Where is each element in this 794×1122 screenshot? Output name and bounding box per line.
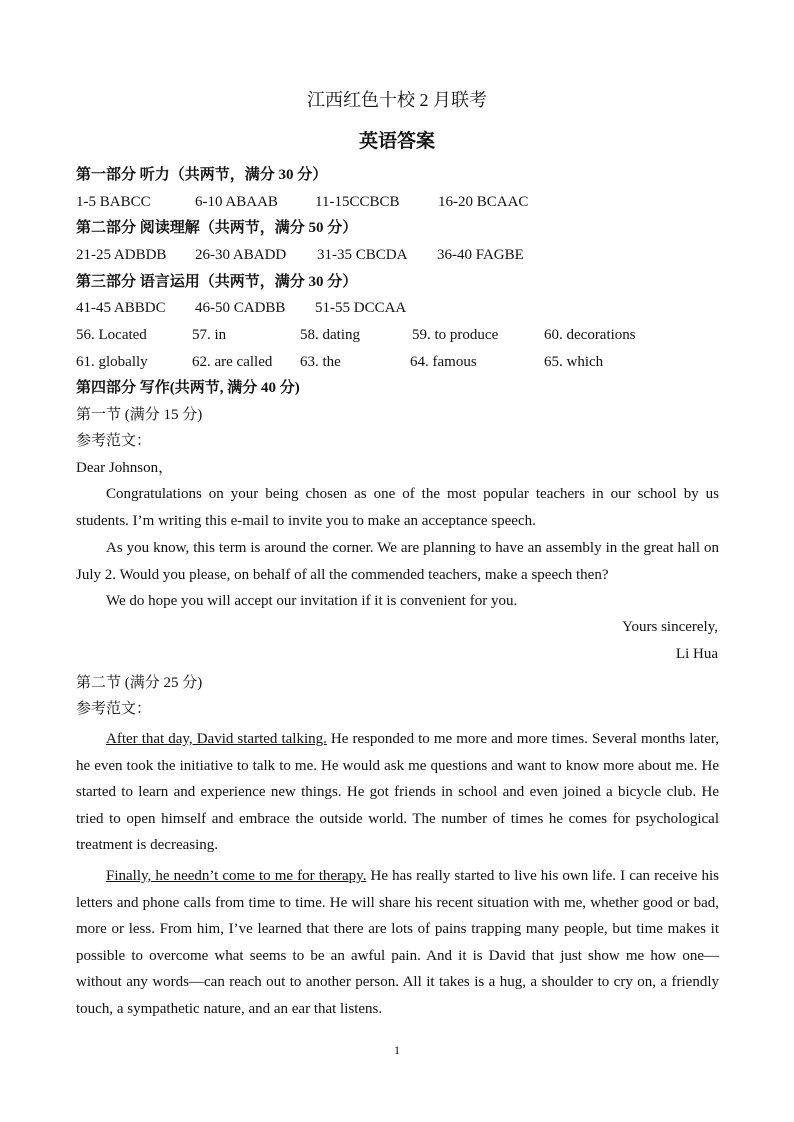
essay-text: He has really started to live his own life. I can receive his letters and phone calls from time to time. He will share his recent situation with me, whether good or bad, more or less. From him, I’ve learned that there are lots of pains trapping many people, but time makes it possible to overcome what seems to be an awful pain. And it is David that just show me how one—without any words—can reach out to another person. All it takes is a hug, a shoulder to cry on, a friendly touch, a sympathetic nature, and an ear that listens. — [76, 868, 719, 1017]
part3-heading: 第三部分 语言运用（共两节，满分 30 分） — [76, 274, 358, 290]
fill-answer: 63. the — [300, 354, 341, 370]
essay-paragraph-2 — [76, 863, 719, 1023]
letter-paragraph: We do hope you will accept our invitation if it is convenient for you. — [106, 593, 518, 609]
fill-answer: 57. in — [192, 327, 227, 343]
page-number: 1 — [394, 1043, 400, 1057]
fill-answer: 56. Located — [76, 327, 147, 343]
part4-heading: 第四部分 写作(共两节, 满分 40 分) — [76, 380, 300, 396]
letter-salutation: Dear Johnson， — [76, 460, 174, 476]
essay-paragraph-1 — [76, 726, 719, 859]
answer-group: 26-30 ABADD — [195, 247, 287, 263]
answer-group: 11-15CCBCB — [315, 194, 400, 210]
letter-paragraph: Congratulations on your being chosen as one of the most popular teachers in our school by us students. I’m writing this e-mail to invite you to make an acceptance speech. — [76, 486, 719, 529]
answer-group: 51-55 DCCAA — [315, 300, 407, 316]
answer-group: 6-10 ABAAB — [195, 194, 278, 210]
part2-heading: 第二部分 阅读理解（共两节，满分 50 分） — [76, 220, 358, 236]
answer-group: 31-35 CBCDA — [317, 247, 408, 263]
fill-answer: 62. are called — [192, 354, 273, 370]
answer-group: 41-45 ABBDC — [76, 300, 166, 316]
section2-heading: 第二节 (满分 25 分) — [76, 675, 203, 691]
letter-signature: Li Hua — [675, 646, 718, 662]
fill-answer: 61. globally — [76, 354, 148, 370]
letter-paragraph: As you know, this term is around the corner. We are planning to have an assembly in the great hall on July 2. Would you please, on behalf of all the commended teachers, make a speech then? — [76, 540, 719, 583]
section1-heading: 第一节 (满分 15 分) — [76, 407, 203, 423]
answer-group: 16-20 BCAAC — [438, 194, 529, 210]
essay-text: He responded to me more and more times. Several months later, he even took the initiative to talk to me. He would ask me questions and want to know more about me. He started to learn and experience new things. He got friends in school and even joined a bicycle club. He tried to open himself and embrace the outside world. The number of times he comes for psychological treatment is decreasing. — [76, 731, 719, 854]
fill-answer: 59. to produce — [412, 327, 499, 343]
exam-title: 江西红色十校 2 月联考 — [307, 90, 487, 110]
letter-closing: Yours sincerely, — [622, 619, 718, 635]
answer-group: 21-25 ADBDB — [76, 247, 167, 263]
given-opening-sentence: Finally, he needn’t come to me for therapy. — [106, 868, 367, 884]
answer-group: 46-50 CADBB — [195, 300, 286, 316]
fill-answer: 60. decorations — [544, 327, 636, 343]
fill-answer: 58. dating — [300, 327, 360, 343]
fill-answer: 65. which — [544, 354, 604, 370]
reference-label: 参考范文： — [76, 701, 152, 717]
given-opening-sentence: After that day, David started talking. — [106, 731, 327, 747]
part1-heading: 第一部分 听力（共两节，满分 30 分） — [76, 167, 328, 183]
answer-group: 1-5 BABCC — [76, 194, 151, 210]
exam-subtitle: 英语答案 — [358, 131, 435, 152]
fill-answer: 64. famous — [410, 354, 477, 370]
reference-label: 参考范文： — [76, 433, 152, 449]
answer-group: 36-40 FAGBE — [437, 247, 524, 263]
